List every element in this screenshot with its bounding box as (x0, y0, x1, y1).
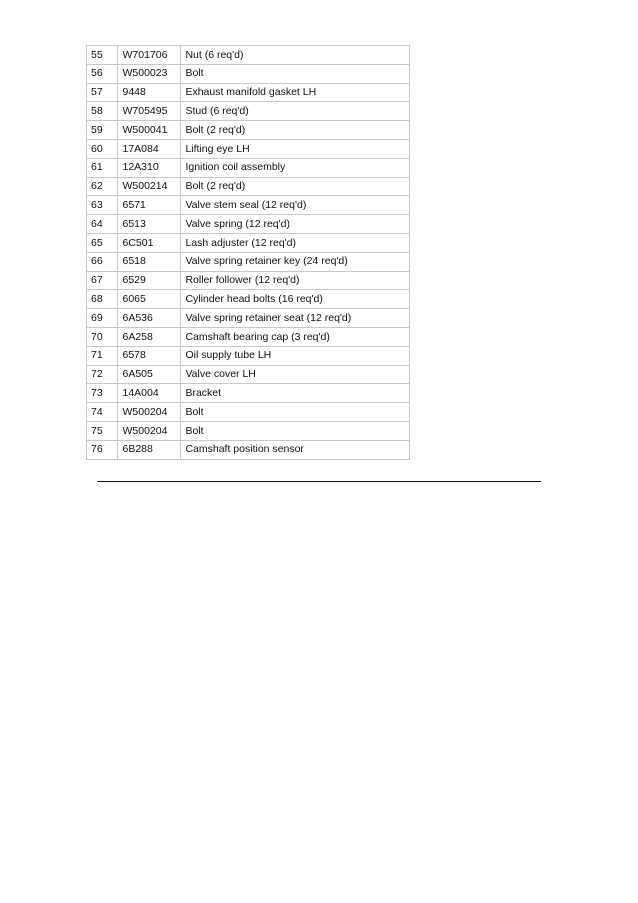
item-number-cell: 59 (87, 121, 118, 140)
part-number-cell: 6518 (118, 252, 181, 271)
part-number-cell: 6C501 (118, 233, 181, 252)
parts-table (86, 45, 410, 460)
part-number-cell: 9448 (118, 83, 181, 102)
table-row (87, 403, 410, 422)
item-number-cell: 60 (87, 139, 118, 158)
part-number-cell: 12A310 (118, 158, 181, 177)
description-cell: Exhaust manifold gasket LH (181, 83, 410, 102)
description-cell: Bolt (181, 403, 410, 422)
item-number-cell: 61 (87, 158, 118, 177)
description-cell: Cylinder head bolts (16 req'd) (181, 290, 410, 309)
item-number-cell: 68 (87, 290, 118, 309)
description-cell: Ignition coil assembly (181, 158, 410, 177)
part-number-cell: 6A505 (118, 365, 181, 384)
part-number-cell: W500204 (118, 403, 181, 422)
item-number-cell: 70 (87, 327, 118, 346)
item-number-cell: 63 (87, 196, 118, 215)
description-cell: Bolt (181, 421, 410, 440)
part-number-cell: 17A084 (118, 139, 181, 158)
part-number-cell: W705495 (118, 102, 181, 121)
description-cell: Valve stem seal (12 req'd) (181, 196, 410, 215)
item-number-cell: 75 (87, 421, 118, 440)
part-number-cell: 6571 (118, 196, 181, 215)
part-number-cell: 6529 (118, 271, 181, 290)
description-cell: Bracket (181, 384, 410, 403)
table-row (87, 121, 410, 140)
table-row (87, 252, 410, 271)
description-cell: Lash adjuster (12 req'd) (181, 233, 410, 252)
table-row (87, 83, 410, 102)
description-cell: Valve spring retainer seat (12 req'd) (181, 309, 410, 328)
table-row (87, 327, 410, 346)
table-row (87, 309, 410, 328)
part-number-cell: 6A536 (118, 309, 181, 328)
item-number-cell: 71 (87, 346, 118, 365)
item-number-cell: 57 (87, 83, 118, 102)
description-cell: Valve spring retainer key (24 req'd) (181, 252, 410, 271)
item-number-cell: 64 (87, 215, 118, 234)
description-cell: Oil supply tube LH (181, 346, 410, 365)
description-cell: Roller follower (12 req'd) (181, 271, 410, 290)
description-cell: Camshaft position sensor (181, 440, 410, 459)
table-row (87, 271, 410, 290)
table-row (87, 64, 410, 83)
table-row (87, 177, 410, 196)
description-cell: Valve cover LH (181, 365, 410, 384)
table-row (87, 46, 410, 65)
part-number-cell: 6513 (118, 215, 181, 234)
part-number-cell: 14A004 (118, 384, 181, 403)
part-number-cell: 6065 (118, 290, 181, 309)
item-number-cell: 73 (87, 384, 118, 403)
description-cell: Valve spring (12 req'd) (181, 215, 410, 234)
description-cell: Lifting eye LH (181, 139, 410, 158)
table-row (87, 215, 410, 234)
table-row (87, 102, 410, 121)
table-row (87, 233, 410, 252)
item-number-cell: 66 (87, 252, 118, 271)
table-row (87, 290, 410, 309)
table-row (87, 196, 410, 215)
table-row (87, 365, 410, 384)
item-number-cell: 69 (87, 309, 118, 328)
item-number-cell: 55 (87, 46, 118, 65)
table-row (87, 158, 410, 177)
description-cell: Stud (6 req'd) (181, 102, 410, 121)
item-number-cell: 56 (87, 64, 118, 83)
table-row (87, 139, 410, 158)
description-cell: Bolt (2 req'd) (181, 121, 410, 140)
item-number-cell: 67 (87, 271, 118, 290)
item-number-cell: 65 (87, 233, 118, 252)
description-cell: Bolt (181, 64, 410, 83)
table-row (87, 384, 410, 403)
part-number-cell: W701706 (118, 46, 181, 65)
part-number-cell: W500041 (118, 121, 181, 140)
table-row (87, 440, 410, 459)
item-number-cell: 62 (87, 177, 118, 196)
item-number-cell: 72 (87, 365, 118, 384)
part-number-cell: W500023 (118, 64, 181, 83)
part-number-cell: W500204 (118, 421, 181, 440)
description-cell: Bolt (2 req'd) (181, 177, 410, 196)
table-row (87, 421, 410, 440)
item-number-cell: 58 (87, 102, 118, 121)
item-number-cell: 74 (87, 403, 118, 422)
description-cell: Camshaft bearing cap (3 req'd) (181, 327, 410, 346)
part-number-cell: W500214 (118, 177, 181, 196)
parts-table-body (87, 46, 410, 460)
horizontal-rule (97, 481, 541, 482)
description-cell: Nut (6 req'd) (181, 46, 410, 65)
item-number-cell: 76 (87, 440, 118, 459)
part-number-cell: 6A258 (118, 327, 181, 346)
part-number-cell: 6578 (118, 346, 181, 365)
table-row (87, 346, 410, 365)
part-number-cell: 6B288 (118, 440, 181, 459)
